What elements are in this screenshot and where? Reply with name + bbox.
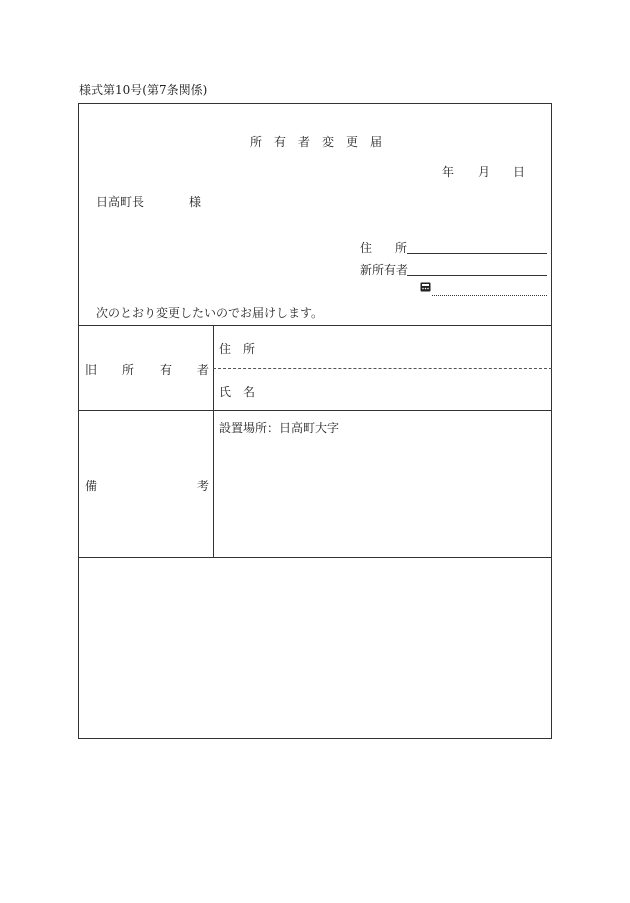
applicant-address-field[interactable] <box>407 253 547 254</box>
title-char: 届 <box>369 135 382 149</box>
title-char: 有 <box>273 135 286 149</box>
title-char: 所 <box>249 135 262 149</box>
old-owner-divider <box>78 410 552 411</box>
applicant-address-label-char: 住 <box>360 241 373 255</box>
old-owner-row-separator <box>213 368 552 369</box>
new-owner-name-field[interactable] <box>407 275 547 276</box>
title-char: 更 <box>345 135 358 149</box>
telephone-field[interactable] <box>432 295 547 296</box>
old-owner-address-label-char: 所 <box>243 342 256 356</box>
statement-text: 次のとおり変更したいのでお届けします。 <box>96 306 324 320</box>
old-owner-label-char: 旧 <box>85 363 98 377</box>
form-title <box>244 133 388 150</box>
office-use-area <box>79 558 551 738</box>
old-owner-name-label-char: 名 <box>243 385 256 399</box>
date-month-label: 月 <box>478 165 491 179</box>
date-year-label: 年 <box>442 165 455 179</box>
addressee-honorific: 様 <box>189 195 202 209</box>
remarks-label-char: 備 <box>85 479 98 493</box>
new-owner-label: 新所有者 <box>360 263 409 277</box>
installation-location-text: 設置場所：日高町大字 <box>219 421 340 435</box>
old-owner-name-label-char: 氏 <box>219 385 232 399</box>
title-char: 者 <box>297 135 310 149</box>
remarks-label-char: 考 <box>197 479 210 493</box>
title-char: 変 <box>321 135 334 149</box>
old-owner-address-label-char: 住 <box>219 342 232 356</box>
old-owner-label-char: 者 <box>197 363 210 377</box>
applicant-address-label-char: 所 <box>395 241 408 255</box>
old-owner-label-char: 所 <box>122 363 135 377</box>
header-divider <box>78 325 552 326</box>
date-day-label: 日 <box>513 165 526 179</box>
old-owner-label-char: 有 <box>160 363 173 377</box>
label-column-divider <box>213 325 214 557</box>
addressee-name: 日高町長 <box>96 195 145 209</box>
form-number: 様式第10号(第7条関係) <box>79 83 208 97</box>
telephone-icon <box>420 282 431 292</box>
